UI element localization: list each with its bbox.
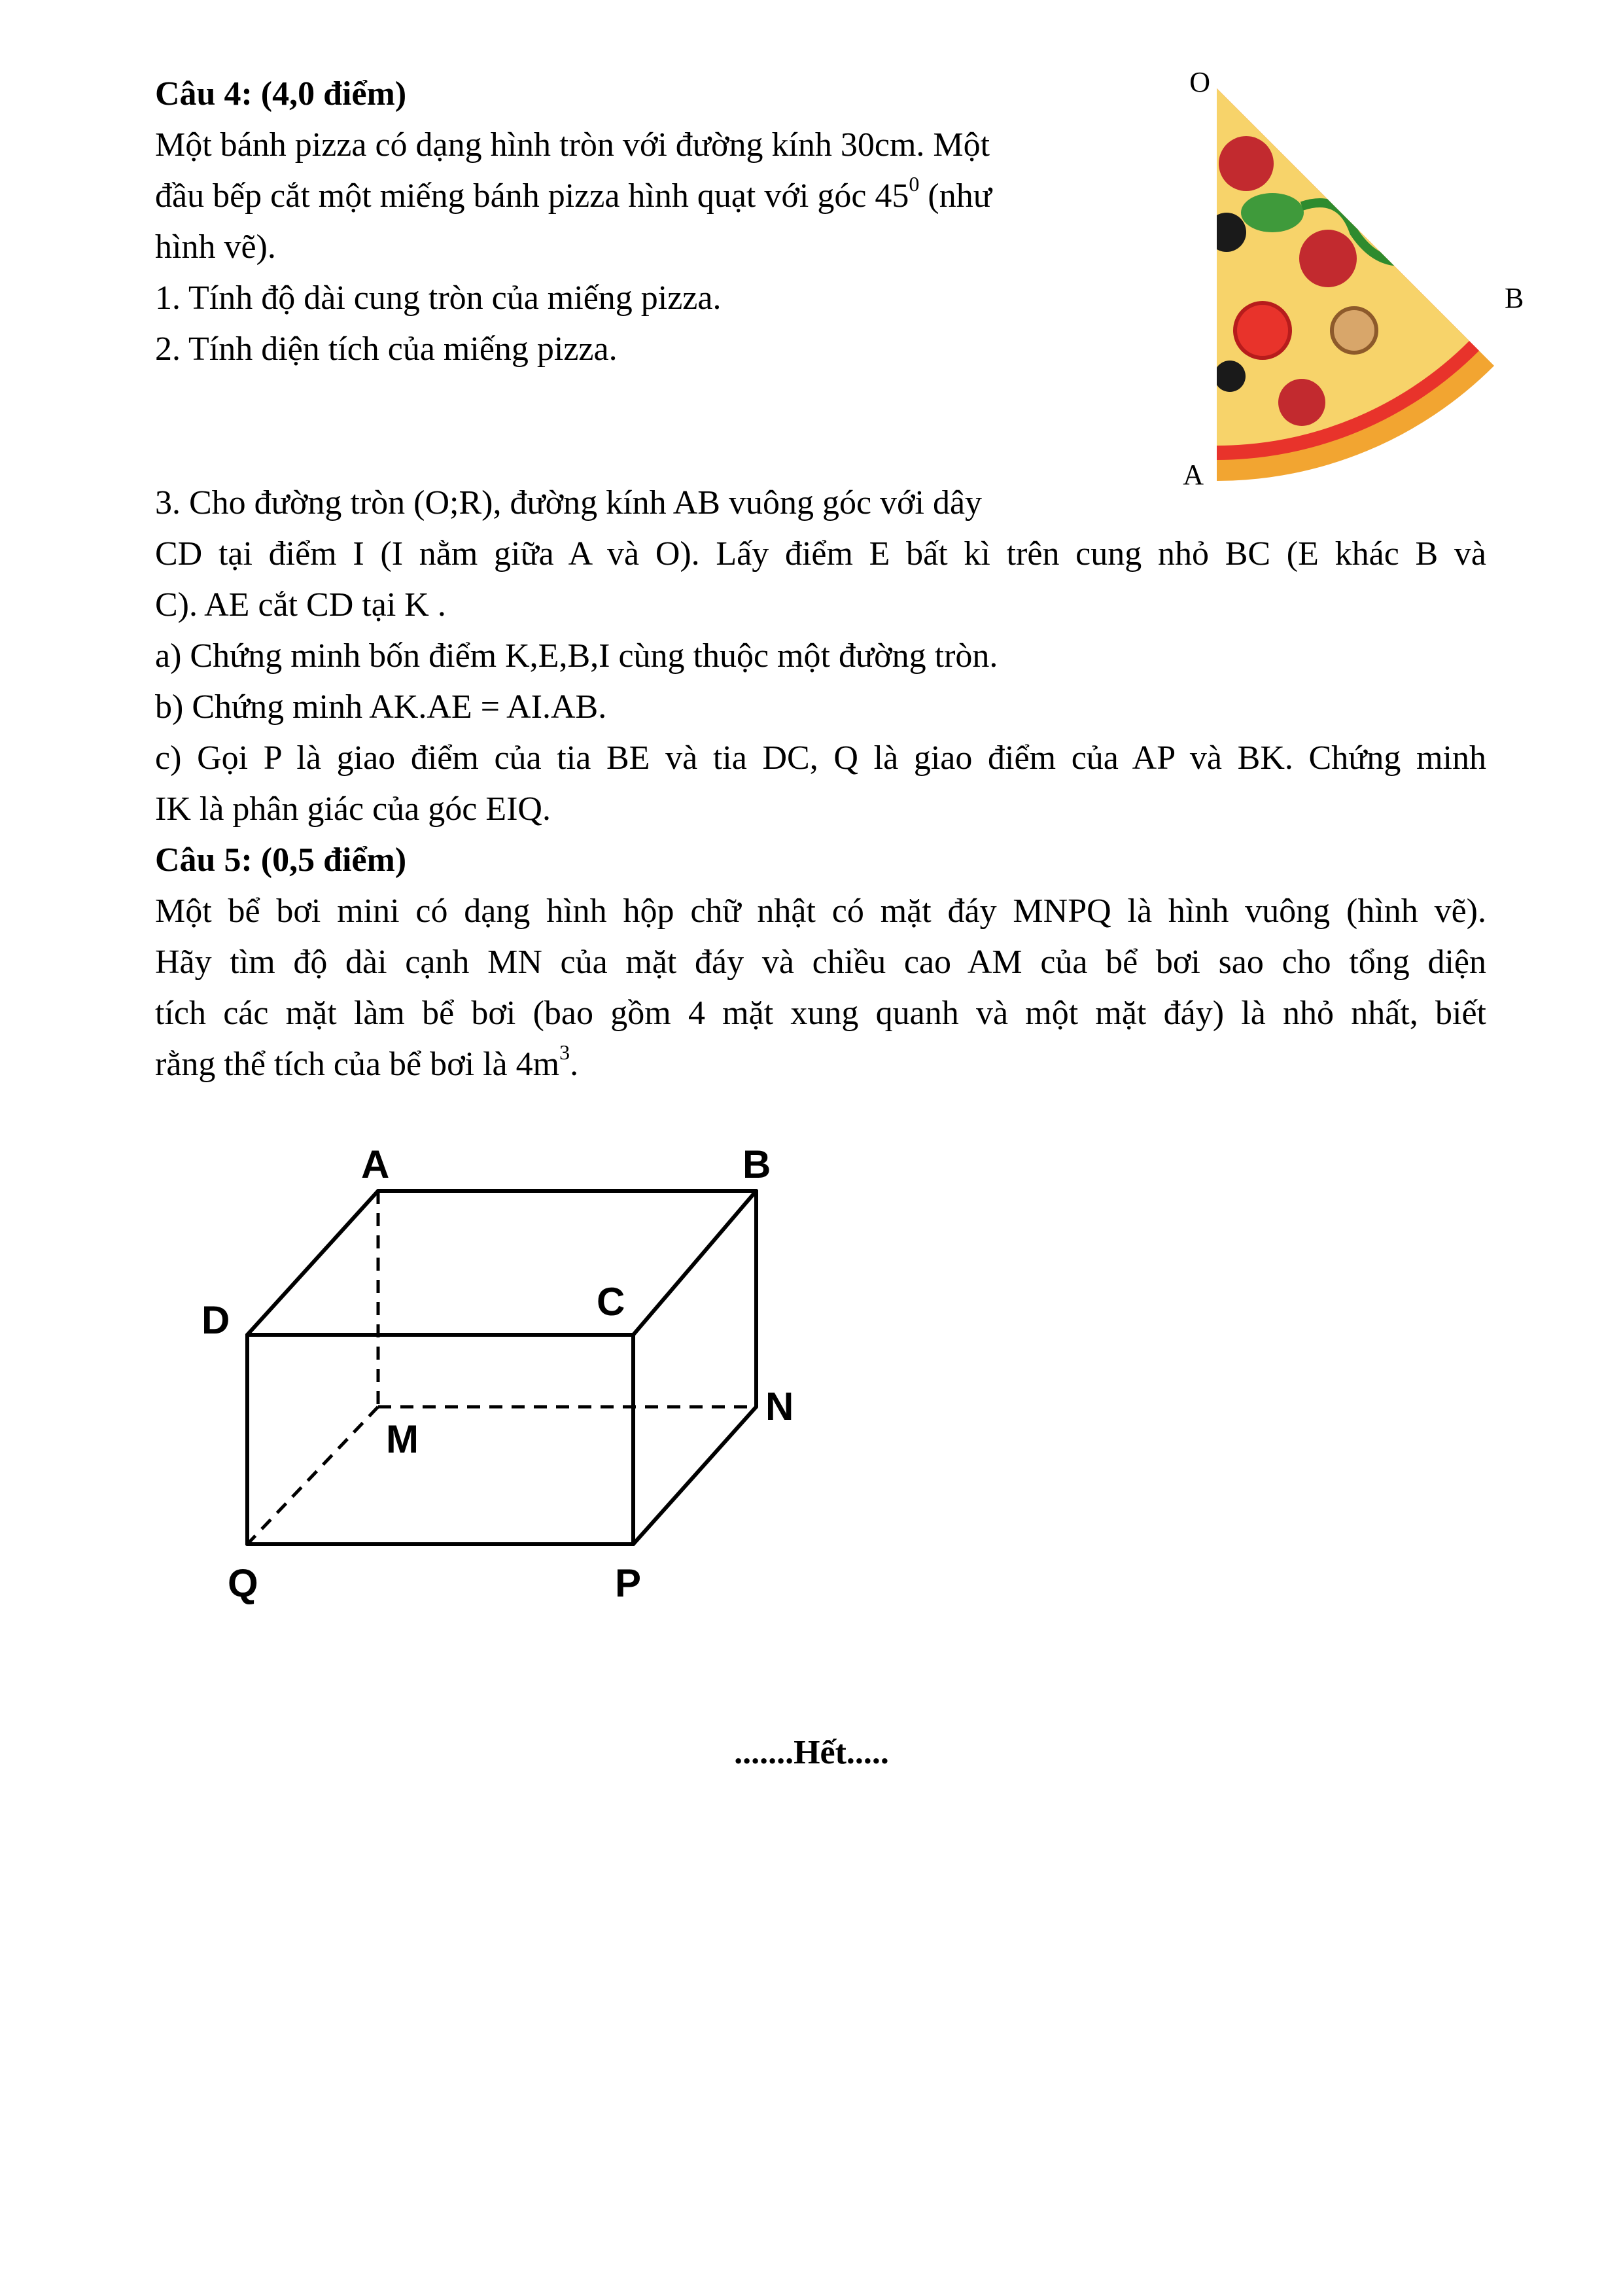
q5-line-1: Một bể bơi mini có dạng hình hộp chữ nhật có mặt đáy MNPQ là hình vuông (hình vẽ). <box>155 892 1486 930</box>
q4-item-2: 2. Tính diện tích của miếng pizza. <box>155 330 618 368</box>
q4-intro-line-1: Một bánh pizza có dạng hình tròn với đường kính 30cm. Một <box>155 126 990 164</box>
pool-box-figure <box>190 1125 850 1623</box>
q4-item-1: 1. Tính độ dài cung tròn của miếng pizza. <box>155 279 722 317</box>
box-label-b: B <box>742 1142 771 1186</box>
end-marker: .......Hết..... <box>734 1734 889 1771</box>
edge-bc <box>633 1191 756 1335</box>
q4-intro-line-2: đầu bếp cắt một miếng bánh pizza hình quạt với góc $45^0$ (như <box>155 171 992 215</box>
q4-heading: Câu 4: (4,0 điểm) <box>155 75 407 113</box>
salami-topping <box>1219 136 1274 191</box>
tomato-topping <box>1235 303 1290 358</box>
box-label-c: C <box>597 1280 625 1324</box>
box-label-d: D <box>201 1298 230 1342</box>
q4-item-3-line-1: 3. Cho đường tròn (O;R), đường kính AB vuông góc với dây <box>155 484 983 521</box>
q5-line-4: rằng thể tích của bể bơi là $4m^3$. <box>155 1040 579 1083</box>
q4-item-a: a) Chứng minh bốn điểm K,E,B,I cùng thuộc một đường tròn. <box>155 637 998 675</box>
q4-item-b: b) Chứng minh AK.AE = AI.AB. <box>155 688 607 726</box>
box-label-n: N <box>765 1385 794 1428</box>
q4-item-3-line-2: CD tại điểm I (I nằm giữa A và O). Lấy điểm E bất kì trên cung nhỏ BC (E khác B và <box>155 535 1486 573</box>
volume-cube-sup: 3 <box>559 1040 570 1064</box>
pizza-label-b: B <box>1505 282 1524 314</box>
q5-heading: Câu 5: (0,5 điểm) <box>155 841 407 879</box>
q4-intro-line-3: hình vẽ). <box>155 228 276 266</box>
pizza-slice-figure <box>1106 62 1544 494</box>
box-label-m: M <box>386 1417 419 1461</box>
hidden-edge-mq <box>247 1407 378 1544</box>
q4-item-c-line-1: c) Gọi P là giao điểm của tia BE và tia DC, Q là giao điểm của AP và BK. Chứng minh <box>155 739 1486 777</box>
box-label-p: P <box>615 1561 642 1605</box>
angle-degree-sup: 0 <box>909 171 920 196</box>
salami-topping <box>1278 379 1325 426</box>
pizza-label-o: O <box>1189 66 1210 98</box>
q4-item-3-line-3: C). AE cắt CD tại K . <box>155 586 446 624</box>
edge-ad <box>247 1191 378 1335</box>
q4-item-c-line-2: IK là phân giác của góc EIQ. <box>155 790 551 828</box>
box-label-q: Q <box>228 1561 258 1605</box>
mushroom-topping <box>1332 308 1376 353</box>
q5-line-3: tích các mặt làm bể bơi (bao gồm 4 mặt xung quanh và một mặt đáy) là nhỏ nhất, biết <box>155 995 1486 1032</box>
olive-topping <box>1207 213 1246 252</box>
basil-topping <box>1241 193 1304 232</box>
q5-line-2: Hãy tìm độ dài cạnh MN của mặt đáy và chiều cao AM của bể bơi sao cho tổng diện <box>155 944 1486 981</box>
pizza-label-a: A <box>1183 459 1204 491</box>
box-label-a: A <box>361 1142 390 1186</box>
olive-topping <box>1214 361 1246 392</box>
edge-np <box>633 1407 756 1544</box>
salami-topping <box>1299 230 1357 287</box>
